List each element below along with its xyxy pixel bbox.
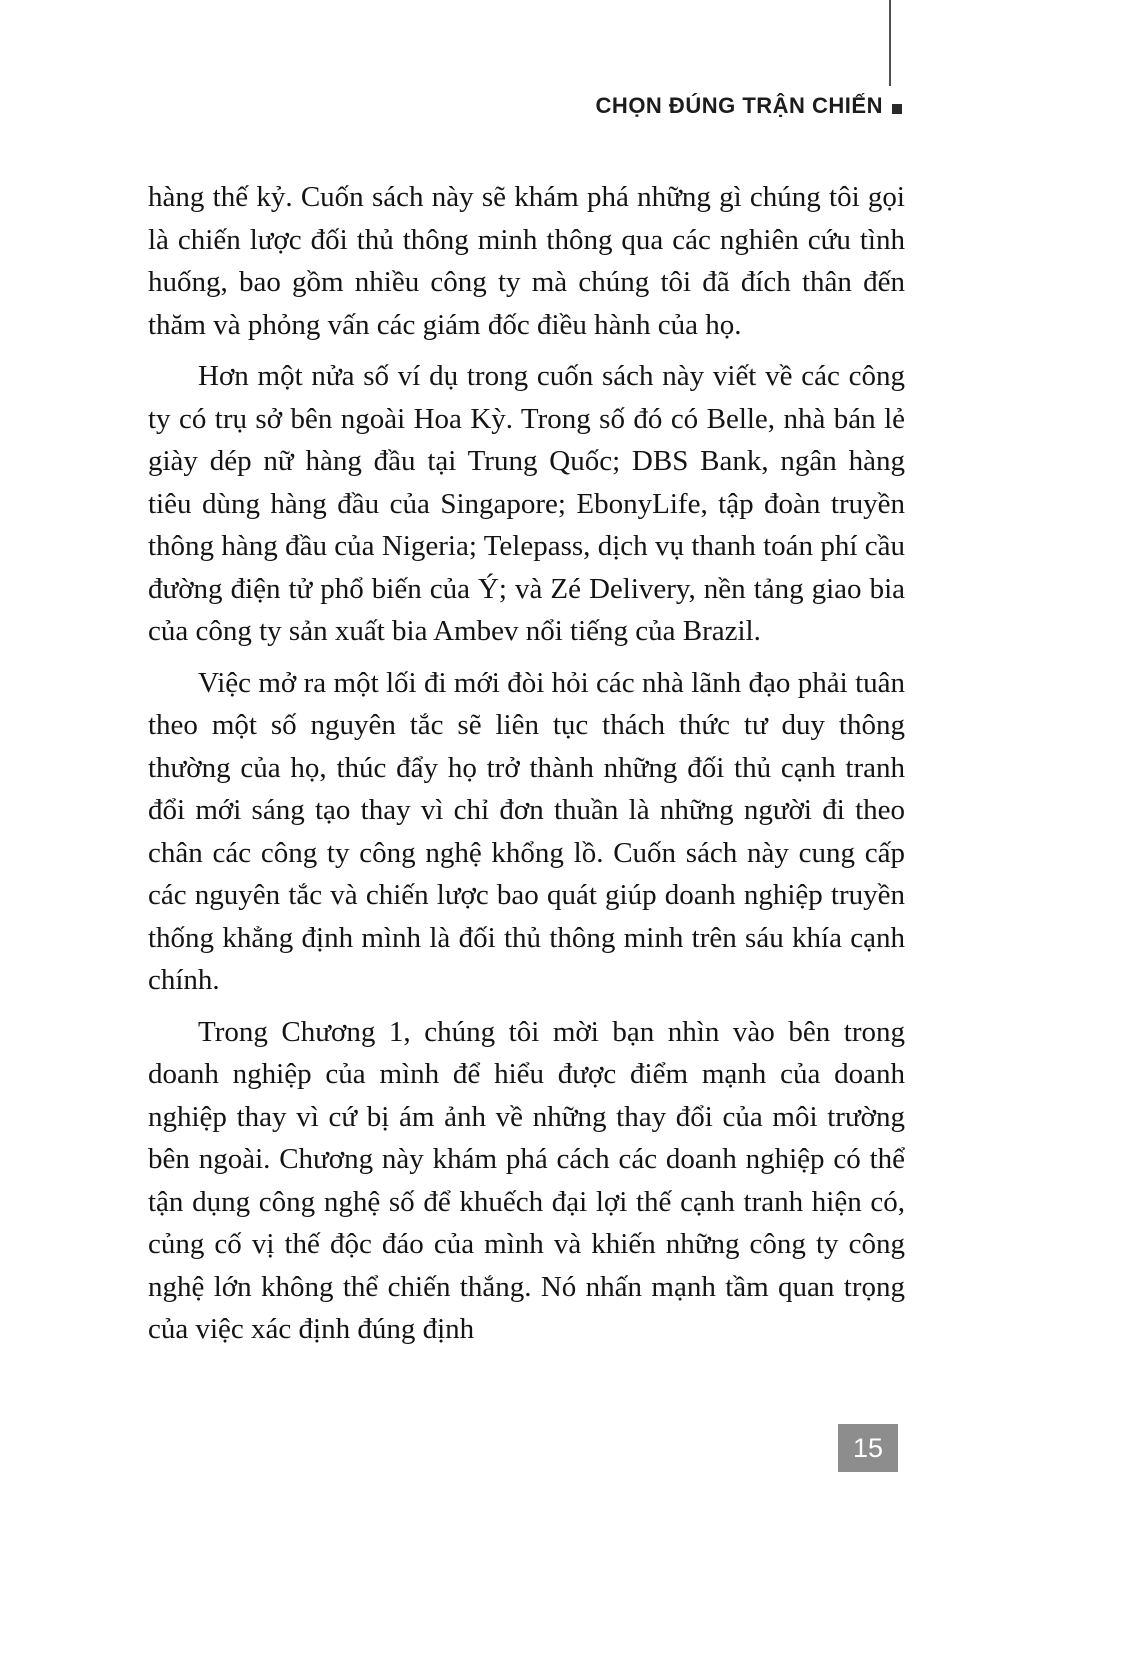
running-header-title: CHỌN ĐÚNG TRẬN CHIẾN bbox=[595, 93, 883, 118]
header-square-ornament bbox=[892, 104, 902, 114]
paragraph-4: Trong Chương 1, chúng tôi mời bạn nhìn vào bên trong doanh nghiệp của mình để hiểu được điểm mạnh của doanh nghiệp thay vì cứ bị ám ảnh về những thay đổi của môi trường bên ngoài. Chương này khám phá cách các doanh nghiệp có thể tận dụng công nghệ số để khuếch đại lợi thế cạnh tranh hiện có, củng cố vị thế độc đáo của mình và khiến những công ty công nghệ lớn không thể chiến thắng. Nó nhấn mạnh tầm quan trọng của việc xác định đúng định bbox=[148, 1015, 905, 1345]
paragraph-1: hàng thế kỷ. Cuốn sách này sẽ khám phá những gì chúng tôi gọi là chiến lược đối thủ thông minh thông qua các nghiên cứu tình huống, bao gồm nhiều công ty mà chúng tôi đã đích thân đến thăm và phỏng vấn các giám đốc điều hành của họ. bbox=[148, 181, 905, 341]
page-number-badge bbox=[838, 1424, 898, 1472]
page-body bbox=[148, 176, 905, 1360]
paragraph-2: Hơn một nửa số ví dụ trong cuốn sách này viết về các công ty có trụ sở bên ngoài Hoa Kỳ. Trong số đó có Belle, nhà bán lẻ giày dép nữ hàng đầu tại Trung Quốc; DBS Bank, ngân hàng tiêu dùng hàng đầu của Singapore; EbonyLife, tập đoàn truyền thông hàng đầu của Nigeria; Telepass, dịch vụ thanh toán phí cầu đường điện tử phổ biến của Ý; và Zé Delivery, nền tảng giao bia của công ty sản xuất bia Ambev nổi tiếng của Brazil. bbox=[148, 360, 905, 647]
page-number: 15 bbox=[852, 1432, 884, 1463]
header-vertical-rule bbox=[889, 0, 891, 86]
paragraph-3: Việc mở ra một lối đi mới đòi hỏi các nhà lãnh đạo phải tuân theo một số nguyên tắc sẽ liên tục thách thức tư duy thông thường của họ, thúc đẩy họ trở thành những đối thủ cạnh tranh đổi mới sáng tạo thay vì chỉ đơn thuần là những người đi theo chân các công ty công nghệ khổng lồ. Cuốn sách này cung cấp các nguyên tắc và chiến lược bao quát giúp doanh nghiệp truyền thống khẳng định mình là đối thủ thông minh trên sáu khía cạnh chính. bbox=[148, 666, 905, 996]
running-header bbox=[0, 93, 902, 119]
